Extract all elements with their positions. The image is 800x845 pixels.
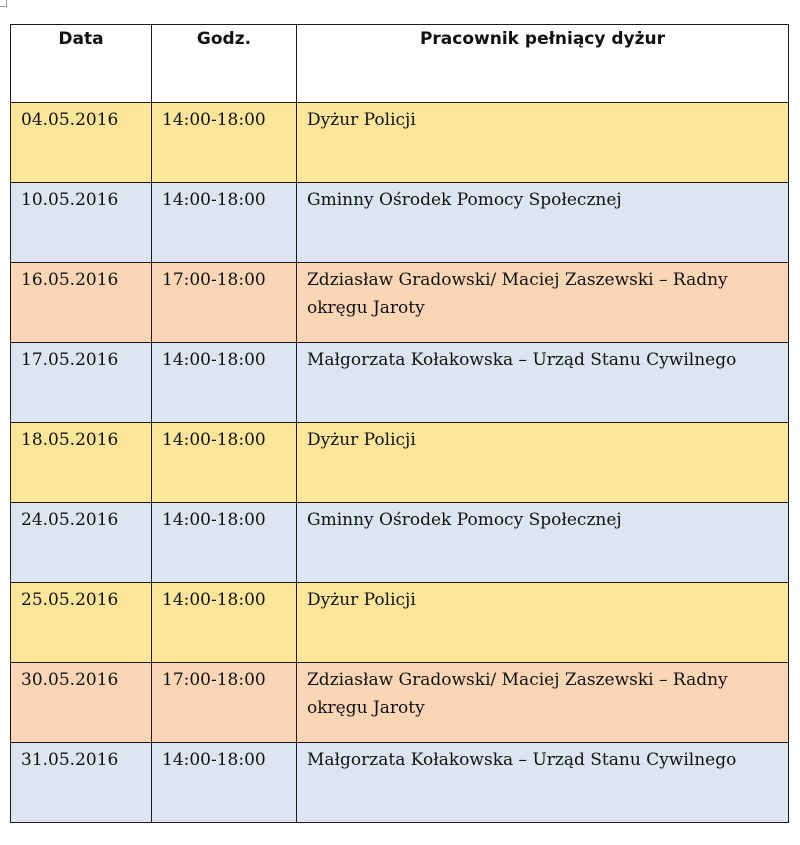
- table-row: [11, 183, 789, 263]
- cell-staff: Gminny Ośrodek Pomocy Społecznej: [297, 183, 789, 263]
- cell-hours: 14:00-18:00: [152, 743, 297, 823]
- cell-staff: Małgorzata Kołakowska – Urząd Stanu Cywilnego: [297, 343, 789, 423]
- cell-hours: 14:00-18:00: [152, 503, 297, 583]
- cell-staff: Dyżur Policji: [297, 423, 789, 503]
- cell-date: 10.05.2016: [11, 183, 152, 263]
- cell-date: 31.05.2016: [11, 743, 152, 823]
- header-date: Data: [11, 25, 152, 103]
- cell-date: 17.05.2016: [11, 343, 152, 423]
- cell-date: 04.05.2016: [11, 103, 152, 183]
- cell-hours: 17:00-18:00: [152, 663, 297, 743]
- cell-date: 25.05.2016: [11, 583, 152, 663]
- cell-staff: Zdziasław Gradowski/ Maciej Zaszewski – Radny okręgu Jaroty: [297, 663, 789, 743]
- table-row: [11, 103, 789, 183]
- cell-staff: Gminny Ośrodek Pomocy Społecznej: [297, 503, 789, 583]
- cell-hours: 17:00-18:00: [152, 263, 297, 343]
- table-row: [11, 663, 789, 743]
- header-hours: Godz.: [152, 25, 297, 103]
- page-corner-mark: [0, 0, 7, 7]
- table-row: [11, 583, 789, 663]
- table-row: [11, 343, 789, 423]
- cell-hours: 14:00-18:00: [152, 103, 297, 183]
- cell-date: 24.05.2016: [11, 503, 152, 583]
- table-row: [11, 503, 789, 583]
- cell-date: 16.05.2016: [11, 263, 152, 343]
- cell-date: 18.05.2016: [11, 423, 152, 503]
- table-row: [11, 743, 789, 823]
- cell-hours: 14:00-18:00: [152, 343, 297, 423]
- cell-hours: 14:00-18:00: [152, 583, 297, 663]
- table-row: [11, 423, 789, 503]
- header-staff: Pracownik pełniący dyżur: [297, 25, 789, 103]
- cell-date: 30.05.2016: [11, 663, 152, 743]
- cell-hours: 14:00-18:00: [152, 423, 297, 503]
- duty-schedule-table: [10, 24, 789, 823]
- table-row: [11, 263, 789, 343]
- cell-staff: Dyżur Policji: [297, 583, 789, 663]
- cell-hours: 14:00-18:00: [152, 183, 297, 263]
- cell-staff: Dyżur Policji: [297, 103, 789, 183]
- table-header-row: [11, 25, 789, 103]
- cell-staff: Małgorzata Kołakowska – Urząd Stanu Cywilnego: [297, 743, 789, 823]
- cell-staff: Zdziasław Gradowski/ Maciej Zaszewski – Radny okręgu Jaroty: [297, 263, 789, 343]
